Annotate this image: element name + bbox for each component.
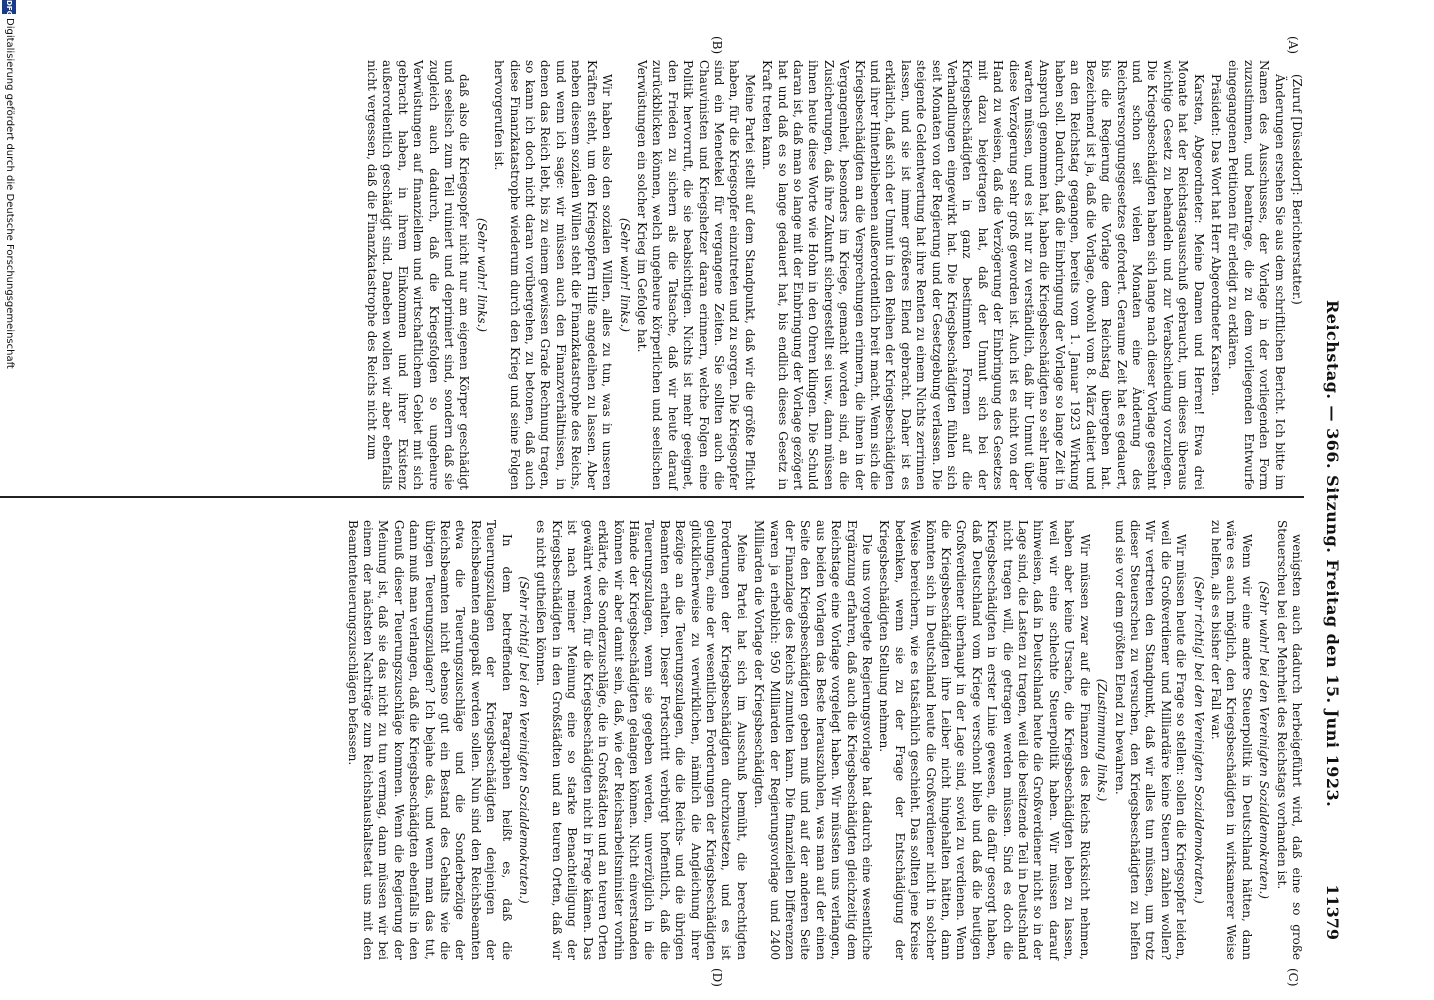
interjection: (Sehr richtig! bei den Vereinigten Sozialdemokraten.) [517,576,532,904]
left-column [362,60,1304,490]
interjection: (Sehr wahr! links.) [474,217,489,333]
right-column [342,520,1304,960]
margin-mark-d: (D) [710,968,724,987]
paragraph: Meine Partei stellt auf dem Standpunkt, daß wir die größte Pflicht haben, für die Kriegsopfer einzutreten und zu sorgen. Die Kriegsopfer sind ein Menetekel für vergangene Zeiten. Sie sollten auch die Chauvinisten und Kriegshetzer daran erinnern, welche Folgen eine Politik hervorruft, die sie beabsichtigen. Nichts ist mehr geeignet, den Frieden zu sichern als die Tatsache, daß wir heute darauf zurückblicken können, welch ungeheure körperlichen und seelischen Verwüstungen ein solcher Krieg im Gefolge hat. [634,60,757,490]
margin-mark-a: (A) [1286,36,1300,55]
header-title: Reichstag. — 366. Sitzung. Freitag den 15. Juni 1923. [1323,300,1342,808]
paragraph: Änderungen ersehen Sie aus dem schriftlichen Bericht. Ich bitte im Namen des Ausschusses, der Vorlage in der vorliegenden Form zuzustimmen, und beantrage, die zu dem vorliegenden Entwurfe eingegangenen Petitionen für erledigt zu erklären. [1226,60,1287,490]
footer [0,0,18,1000]
paragraph: Wir haben also den sozialen Willen, alles zu tun, was in unseren Kräften steht, um den Kriegsopfern Hilfe angedeihen zu lassen. Aber neben diesem sozialen Willen steht die Finanzkatastrophe des Reichs, und wenn ich sage: wir müssen auch den Finanzverhältnissen, in denen das Reich lebt, bis zu einem gewissen Grade Rechnung tragen, so kann ich doch nicht daran vorübergehen, zu betonen, daß auch diese Finanzkatastrophe wiederum durch den Krieg und seine Folgen hervorgerufen ist. [492,60,615,490]
margin-mark-b: (B) [710,36,724,55]
paragraph: Meine Partei hat sich im Ausschuß bemüht, die berechtigten Forderungen der Kriegsbeschädigten durchzusetzen, und es ist gelungen, eine der wesentlichen Forderungen der Kriegsbeschädigten glücklicherweise zu verwirklichen, nämlich die Angleichung ihrer Bezüge an die Teuerungszulagen, die die Reichs- und die übrigen Beamten erhalten. Dieser Fortschritt verbürgt hoffentlich, daß die Teuerungszulagen, wenn sie gegeben werden, unverzüglich in die Hände der Kriegsbeschädigten gelangen können. Nicht einverstanden können wir aber damit sein, daß, wie der Reichsarbeitsminister vorhin erklärte, die Sonderzuschläge, die in Großstädten und an teuren Orten gewährt werden, für die Kriegsbeschädigten nicht in Frage kämen. Das ist nach meiner Meinung eine so starke Benachteiligung der Kriegsbeschädigten in den Großstädten und an teuren Orten, daß wir es nicht gutheißen können. [534,520,749,960]
paragraph: (Zuruf [Düsseldorf]: Berichterstatter.) [1290,74,1304,305]
dfg-logo: DFG [2,0,16,14]
paragraph: daß also die Kriegsopfer nicht nur am eigenen Körper geschädigt und seelisch zum Teil ruiniert und deprimiert sind, sondern daß sie zugleich auch dadurch, daß die Kriegsfolgen so ungeheure Verwüstungen auf finanziellem und wirtschaftlichem Gebiet mit sich gebracht haben, in ihrem Einkommen und ihrer Existenz außerordentlich geschädigt sind. Daneben wollen wir aber ebenfalls nicht vergessen, daß die Finanzkatastrophe des Reichs nicht zum [365,60,472,490]
interjection: (Sehr richtig! bei den Vereinigten Sozialdemokraten.) [1191,576,1206,904]
paragraph: Wir müssen heute die Frage so stellen: sollen die Kriegsopfer leiden, weil die Großverdiener und Milliardäre keine Steuern zahlen wollen? Wir vertreten den Standpunkt, daß wir alles tun müssen, um trotz dieser Steuerscheu zu versuchen, den Kriegsbeschädigten zu helfen und sie vor dem größten Elend zu bewahren. [1112,520,1189,960]
paragraph: In dem betreffenden Paragraphen heißt es, daß die Teuerungszulagen der Kriegsbeschädigten denjenigen der Reichsbeamten angepaßt werden sollen. Nun sind den Reichsbeamten etwa die Teuerungszuschläge und die Sonderbezüge der Reichsbeamten nicht ebenso gut ein Bestand des Gehalts wie die übrigen Teuerungszulagen? Ich bejahe das, und wenn man das tut, dann muß man verlangen, daß die Kriegsbeschädigten ebenfalls in den Genuß dieser Teuerungszuschläge kommen. Wenn die Regierung der Meinung ist, daß sie das nicht zu tun vermag, dann müssen wir bei einem der nächsten Nachträge zum Reichshaushaltsetat uns mit den Beamtenteuerungszuschlägen befassen. [345,520,514,960]
margin-mark-c: (C) [1286,968,1300,987]
paragraph: Die uns vorgelegte Regierungsvorlage hat dadurch eine wesentliche Ergänzung erfahren, daß auch die Kriegsbeschädigten gleichzeitig dem Reichstage eine Vorlage vorgelegt haben. Wir müssten uns verlangen, aus beiden Vorlagen das Beste herauszuholen, was man auf der einen Seite den Kriegsbeschädigten geben muß und auf der anderen Seite der Finanzlage des Reichs zumuten kann. Die finanziellen Differenzen waren ja erheblich: 950 Milliarden der Regierungsvorlage und 2400 Milliarden die Vorlage der Kriegsbeschädigten. [752,520,875,960]
page-header [1316,60,1346,960]
paragraph: Präsident: Das Wort hat Herr Abgeordneter Karsten. [1208,74,1223,396]
paragraph: wenigsten auch dadurch herbeigeführt wird, daß eine so große Steuerscheu bei der Mehrheit des Reichstags vorhanden ist. [1274,520,1304,960]
paragraph: Karsten, Abgeordneter: Meine Damen und Herren! Etwa drei Monate hat der Reichstagsausschuß gebraucht, um dieses überaus wichtige Gesetz zu behandeln und zur Verabschiedung vorzulegen. Die Kriegsbeschädigten haben sich lange nach dieser Vorlage gesehnt und schon seit vielen Monaten eine Änderung des Reichsversorgungsgesetzes gefordert. Geraume Zeit hat es gedauert, bis die Regierung die Vorlage dem Reichstag übergeben hat. Bezeichnend ist ja, daß die Vorlage, obwohl vom 8. März datiert und an den Reichstag gegangen, bereits vom 1. Januar 1923 Wirkung haben soll. Dadurch, daß die Einbringung der Vorlage so lange Zeit in Anspruch genommen hat, haben die Kriegsbeschädigten so sehr lange warten müssen, und es ist nur zu verständlich, daß ihr Unmut über diese Verzögerung sehr groß geworden ist. Auch ist es nicht von der Hand zu weisen, daß die Verzögerung der Einbringung des Gesetzes mit dazu beigetragen hat, daß der Unmut sich bei der Kriegsbeschädigten in ganz bestimmten Formen auf die Verhandlungen eingewirkt hat. Die Kriegsbeschädigten fühlen sich seit Monaten von der Regierung und der Gesetzgebung verlassen. Die steigende Geldentwertung hat ihre Renten zu einem Nichts zerrinnen lassen, und sie ist immer größeres Elend gebracht. Daher ist es erklärlich, daß sich der Unmut in den Reihen der Kriegsbeschädigten und ihrer Hinterbliebenen außerordentlich breit macht. Wenn sich die Kriegsbeschädigten an die Versprechungen erinnern, die ihnen in der Vergangenheit, besonders im Kriege, gemacht worden sind, an die Zusicherungen, daß ihre Zukunft sichergestellt sei usw., dann müssen ihnen heute diese Worte wie Hohn in den Ohren klingen. Die Schuld daran ist, daß man so lange mit der Einbringung der Vorlage gezögert hat und daß es so lange gedauert hat, bis endlich dieses Gesetz in Kraft treten kann. [760,60,1206,491]
interjection: (Zustimmung links.) [1095,678,1110,802]
page-number: 11379 [1323,884,1342,940]
interjection: (Sehr wahr! bei den Vereinigten Sozialdemokraten.) [1257,581,1272,899]
footer-credit: Digitalisierung gefördert durch die Deutsche Forschungsgemeinschaft [4,18,15,369]
column-divider [0,496,1304,498]
paragraph: Wir müssen zwar auf die Finanzen des Reichs Rücksicht nehmen, haben aber keine Ursache, die Kriegsbeschädigten leben zu lassen, weil wir eine schlechte Steuerpolitik haben. Wir müssen darauf hinweisen, daß in Deutschland heute die Großverdiener nicht so in der Lage sind, die Lasten zu tragen, weil die besitzende Teil in Deutschland nicht tragen will, die getragen werden müssen. Sind es doch die Kriegsbeschädigten in erster Linie gewesen, die dafür gesorgt haben, daß Deutschland vom Kriege verschont blieb und daß die heutigen Großverdiener überhaupt in der Lage sind, soviel zu verdienen. Wenn die Kriegsbeschädigten ihre Leiber nicht hingehalten hätten, dann könnten sich in Deutschland heute die Großverdiener nicht in solcher Weise bereichern, wie es tatsächlich geschieht. Das sollten jene Kreise bedenken, wenn sie zu der Frage der Entschädigung der Kriegsbeschädigten Stellung nehmen. [877,520,1092,960]
interjection: (Sehr wahr! links.) [617,217,632,333]
paragraph: Wenn wir eine andere Steuerpolitik in Deutschland hätten, dann wäre es auch möglich, den Kriegsbeschädigten in wirksamerer Weise zu helfen, als es bisher der Fall war. [1208,520,1254,960]
